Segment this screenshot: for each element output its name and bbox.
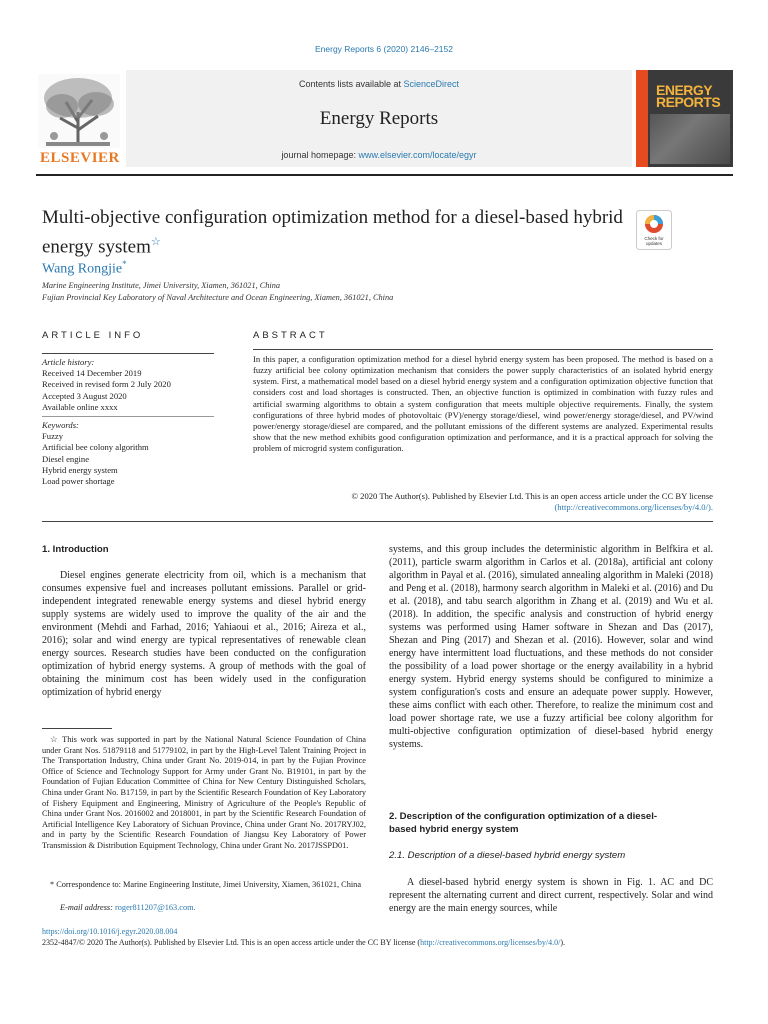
funding-footnote-text: This work was supported in part by the National Natural Science Foundation of China under Grant Nos. 51879118 and 51779102, in part by the High-Level Talent Training Project in The Transportation Industry, China under Grant No. 2019-014, in part by the Fujian Province Office of Science and Technology Support for Army under Grant No. B19101, in part by the Foundation of Fujian Education Committee of China for New Century Distinguished Scholars, China under Grant No. B17159, in part by the Scientific Research Foundation of Key Laboratory of Fishery Equipment and Engineering, Ministry of Agriculture of the People's Republic of China under Grant Nos. 2016002 and 2018001, in part by the Scientific Research Foundation of Artificial Intelligence Key Laboratory of Sichuan Province, China under Grant No. 2017RYJ02, and in party by the Scientific Research Foundation of Jiangsu Key Laboratory of Power Transmission & Distribution Equipment Technology, China under Grant No. 2017JSSPD01. [42, 735, 366, 850]
badge-text-2: updates [645, 241, 663, 246]
doi-link[interactable] [42, 927, 177, 936]
cover-picture [650, 114, 730, 164]
keyword-item: Fuzzy [42, 431, 64, 442]
keywords-rule [42, 416, 214, 417]
correspondence-text: Correspondence to: Marine Engineering Institute, Jimei University, Xiamen, 361021, China [56, 880, 362, 889]
section-2-1-paragraph: A diesel-based hybrid energy system is shown in Fig. 1. AC and DC represent the alternating current and direct current, respectively. Solar and wind energy are the main energy sources, while [389, 877, 713, 914]
issn-license-link[interactable]: http://creativecommons.org/licenses/by/4.0/ [420, 938, 561, 947]
author-name[interactable]: Wang Rongjie [42, 261, 123, 277]
contents-line [126, 79, 632, 89]
funding-footnote [42, 735, 366, 852]
keyword-item: Diesel engine [42, 453, 90, 464]
issn-license-line [42, 938, 732, 947]
intro-paragraph-right: systems, and this group includes the deterministic algorithm in Belfkira et al. (2011), particle swarm algorithm in Carlos et al. (2018a), artificial ant colony algorithm in Payal et al. (2016), simulated annealing algorithm in Maleki (2018) and Peng et al. (2018), harmony search algorithm in Maleki et al. (2016) and Du et al. (2018), and tabu search algorithm in Zhang et al. (2019) and Wu et al. (2018). In addition, the specific analysis and construction of hybrid energy systems was performed using Hamer software in Shezan and Das (2017), Shezan and Ping (2017) and Shezan et al. (2016). However, solar and wind energy have intermittent load fluctuations, and these methods do not consider the possibility of a load power shortage or the energy availability in a hybrid energy system. Hybrid energy systems should be configured to minimize a system configuration's costs and ensure an adequate power supply. However, these aims conflict with each other. Therefore, to realize the minimum cost and load power shortage rate, we use a fuzzy artificial bee colony algorithm for multi-objective configuration optimization of diesel-based hybrid energy systems. [389, 544, 713, 750]
article-history [42, 357, 214, 413]
correspondence-footnote [42, 880, 366, 891]
affiliation-1: Marine Engineering Institute, Jimei University, Xiamen, 361021, China [42, 281, 281, 290]
keyword-item: Load power shortage [42, 476, 115, 487]
masthead-rule [36, 174, 733, 176]
history-revised: Received in revised form 2 July 2020 [42, 379, 171, 390]
check-for-updates-badge[interactable] [636, 210, 672, 250]
article-title [42, 206, 632, 259]
article-title-text: Multi-objective configuration optimization method for a diesel-based hybrid energy system [42, 207, 623, 258]
history-label: Article history: [42, 357, 95, 367]
journal-cover-image [636, 70, 733, 167]
badge-text-1: Check for [644, 236, 664, 241]
section-2-1-heading: 2.1. Description of a diesel-based hybrid energy system [389, 850, 626, 861]
abstract-license [253, 491, 713, 513]
article-info-rule [42, 353, 214, 354]
contents-prefix: Contents lists available at [298, 79, 404, 89]
journal-citation[interactable]: Energy Reports 6 (2020) 2146–2152 [315, 44, 453, 54]
doi-text[interactable]: https://doi.org/10.1016/j.egyr.2020.08.004 [42, 927, 178, 936]
section-2-heading-line-1: 2. Description of the configuration optimization of a diesel- [389, 811, 658, 822]
corr-footnote-mark: * [50, 880, 55, 889]
cover-title-line-1: ENERGY [656, 82, 713, 98]
abstract-text: In this paper, a configuration optimization method for a diesel hybrid energy system has been proposed. The method is based on a fuzzy artificial bee colony optimization mechanism that considers the power supply characteristics of an isolated hybrid energy system. First, a mathematical model based on a diesel hybrid energy system and a configuration optimization objective function that considers cost and load shortages is constructed. Then, an objective function is optimized in combination with fuzzy rules and artificial swarming algorithms to obtain a system configuration that meets multiple objective requirements. Finally, the system configurations of three hybrid modes of photovoltaic (PV)/energy storage/diesel, wind power/energy storage/diesel, and PV/wind power/energy storage/diesel are compared, and the pollutant emissions of the different systems are analyzed. Experimental results show that the new method exhibits good configuration optimization and performance, and it is a practical approach for solving the problem of microgrid system configuration. [253, 354, 713, 454]
keywords-label: Keywords: [42, 420, 79, 430]
elsevier-wordmark: ELSEVIER [40, 150, 120, 166]
section-2-heading [389, 810, 713, 836]
section-2-heading-line-2: based hybrid energy system [389, 824, 519, 835]
front-matter-rule [42, 521, 713, 522]
check-updates-icon [636, 210, 672, 250]
homepage-link[interactable]: www.elsevier.com/locate/egyr [358, 150, 477, 160]
keyword-item: Hybrid energy system [42, 464, 118, 475]
issn-text: 2352-4847/© 2020 The Author(s). Published by Elsevier Ltd. This is an open access article under the CC BY license ( [42, 938, 421, 947]
cover-title-line-2: REPORTS [656, 94, 721, 110]
journal-info-box [126, 70, 632, 167]
cover-title [656, 84, 720, 108]
journal-homepage [126, 150, 632, 160]
abstract-heading: ABSTRACT [253, 330, 328, 341]
funding-footnote-mark: ☆ [50, 735, 59, 744]
article-info-heading: ARTICLE INFO [42, 330, 144, 341]
author-corr-mark[interactable]: * [122, 259, 127, 269]
abstract-rule [253, 349, 713, 350]
email-label: E-mail address: [60, 903, 113, 912]
title-footnote-mark[interactable]: ☆ [150, 236, 161, 248]
email-line [60, 903, 196, 914]
history-received: Received 14 December 2019 [42, 368, 142, 379]
keyword-item: Artificial bee colony algorithm [42, 442, 149, 453]
affiliation-2: Fujian Provincial Key Laboratory of Naval Architecture and Ocean Engineering, Xiamen, 361021, China [42, 293, 394, 302]
issn-end: ). [560, 938, 566, 947]
intro-paragraph-left: Diesel engines generate electricity from oil, which is a mechanism that consumes expensive fuel and increases pollutant emissions. Parallel or grid-independent integrated renewable energy systems and diesel hybrid energy supply systems are widely used to improve the quality of the air and the environment (Mehdi and Farhad, 2016; Yahiaoui et al., 2016; Aireza et al., 2016); solar and wind energy are typical representatives of renewable clean energy sources. Research studies have been conducted on the configuration optimization of hybrid energy systems. A group of methods with the goal of obtaining the minimum cost has been widely used in the configuration optimization of hybrid energy [42, 570, 366, 698]
sciencedirect-link[interactable]: ScienceDirect [403, 79, 460, 89]
cover-strip [636, 70, 648, 167]
section-1-heading: 1. Introduction [42, 544, 109, 555]
keywords-block [42, 420, 214, 487]
author-line [42, 259, 127, 278]
footnote-rule [42, 728, 112, 729]
journal-name: Energy Reports [319, 108, 439, 129]
license-link[interactable]: (http://creativecommons.org/licenses/by/4.0/). [554, 502, 713, 513]
homepage-prefix: journal homepage: [281, 150, 359, 160]
journal-masthead [36, 70, 733, 167]
email-link[interactable]: roger811207@163.com. [115, 903, 196, 912]
license-line-1: © 2020 The Author(s). Published by Elsevier Ltd. This is an open access article under the CC BY license [351, 491, 713, 501]
history-online: Available online xxxx [42, 401, 118, 412]
history-accepted: Accepted 3 August 2020 [42, 390, 127, 401]
